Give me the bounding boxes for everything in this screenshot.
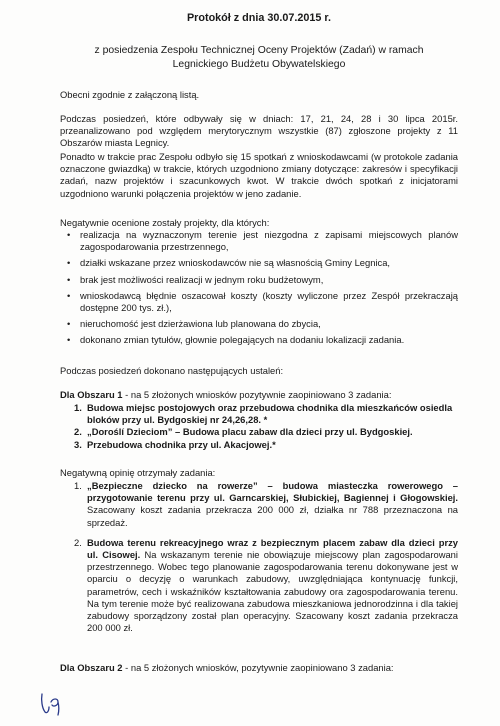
- list-item: • wnioskodawcą błędnie oszacował koszty (koszty wyliczone przez Zespół przekraczają dostępne 200 tys. zł.),: [60, 290, 458, 314]
- area-2-heading: [60, 662, 458, 674]
- list-item: • nieruchomość jest dzierżawiona lub planowana do zbycia,: [60, 318, 458, 330]
- item-text: „Doroślí Dzieciom” – Budowa placu zabaw dla dzieci przy ul. Bydgoskiej.: [87, 426, 413, 438]
- list-item: [60, 480, 458, 529]
- paragraph-meetings: Ponadto w trakcie prac Zespołu odbyło się 15 spotkań z wnioskodawcami (w protokole zadania oznaczone gwiazdką) w trakcie, których uzgodniono zmiany dotyczące: zakresów i specyfikacji zadań, nazw projektów i szacunkowych kwot. W trakcie dwóch spotkań z inicjatorami uzgodniono warunki połączenia projektów w jeno zadanie.: [60, 151, 458, 199]
- list-item: [60, 537, 458, 635]
- item-number: 2.: [74, 536, 82, 548]
- item-number: 1.: [74, 402, 82, 413]
- handwritten-signature: [38, 690, 74, 716]
- item-number: 2.: [74, 426, 82, 438]
- item-text: Budowa miejsc postojowych oraz przebudowa chodnika dla mieszkańców osiedla bloków przy ul. Bydgoskiej nr 24,26,28. *: [87, 402, 453, 426]
- area-2-name: Dla Obszaru 2: [60, 662, 123, 673]
- item-body: Na wskazanym terenie nie obowiązuje miejscowy plan zagospodarowani przestrzennego. Wobec tego planowanie zagospodarowania terenu dokonywane jest w oparciu o decyzję o warunkach zabudowy, uwzględniająca kontynuację funkcji, parametrów, cech i wskaźników kształtowania zabudowy ora zagospodarowania terenu. Na tym terenie może być realizowana zabudowa mieszkaniowa jednorodzinna i dla takiej zabudowy sporządzony został plan operacyjny. Szacowany koszt zadania przekracza 200 000 zł.: [87, 549, 458, 634]
- document-subtitle: [60, 44, 458, 72]
- item-number: 1.: [74, 480, 82, 491]
- area-1-heading: [60, 389, 458, 401]
- document-title: Protokół z dnia 30.07.2015 r.: [186, 12, 332, 24]
- list-item: • brak jest możliwości realizacji w jednym roku budżetowym,: [60, 274, 458, 286]
- subtitle-line-1: z posiedzenia Zespołu Technicznej Oceny Projektów (Zadań) w ramach: [94, 45, 424, 56]
- list-item: [60, 426, 458, 438]
- item-title: Budowa terenu rekreacyjnego wraz z bezpiecznym placem zabaw dla dzieci przy ul. Cisowej.: [87, 536, 458, 561]
- list-item: • realizacja na wyznaczonym terenie jest niezgodna z zapisami miejscowych planów zagospodarowania przestrzennego,: [60, 229, 458, 253]
- area-1-summary: - na 5 złożonych wniosków pozytywnie zaopiniowano 3 zadania:: [122, 389, 392, 400]
- negative-criteria-list: [60, 229, 458, 347]
- area-1-negative-intro: Negatywną opinię otrzymały zadania:: [60, 467, 216, 478]
- attendance-note: Obecni zgodnie z załączoną listą.: [60, 89, 200, 100]
- area-1-positive-list: [60, 402, 458, 451]
- negative-criteria-intro: Negatywnie ocenione zostały projekty, dla których:: [60, 217, 270, 228]
- item-body: Szacowany koszt zadania przekracza 200 000 zł, działka nr 788 przeznaczona na sprzedaż.: [87, 504, 458, 528]
- findings-intro: Podczas posiedzeń dokonano następujących ustaleń:: [60, 365, 284, 376]
- list-item: • dokonano zmian tytułów, głownie polegających na dodaniu lokalizacji zadania.: [60, 334, 458, 346]
- subtitle-line-2: Legnickiego Budżetu Obywatelskiego: [172, 59, 346, 70]
- paragraph-sessions: Podczas posiedzeń, które odbywały się w dniach: 17, 21, 24, 28 i 30 lipca 2015r. przeanalizowano pod względem merytorycznym wszystkie (87) zgłoszone projekty z 11 Obszarów miasta Legnicy.: [60, 113, 458, 149]
- area-1-negative-list: [60, 480, 458, 634]
- item-text: Przebudowa chodnika przy ul. Akacjowej.*: [87, 438, 276, 450]
- area-1-name: Dla Obszaru 1: [60, 389, 123, 400]
- item-number: 3.: [74, 438, 82, 450]
- item-title: „Bezpieczne dziecko na rowerze” – budowa miasteczka rowerowego – przygotowanie terenu przy ul. Garncarskiej, Słubickiej, Bagiennej i Głogowskiej.: [87, 480, 458, 504]
- list-item: [60, 402, 458, 426]
- list-item: • działki wskazane przez wnioskodawców nie są własnością Gminy Legnica,: [60, 257, 458, 269]
- list-item: [60, 439, 458, 451]
- area-2-summary: - na 5 złożonych wniosków, pozytywnie zaopiniowano 3 zadania:: [122, 662, 394, 673]
